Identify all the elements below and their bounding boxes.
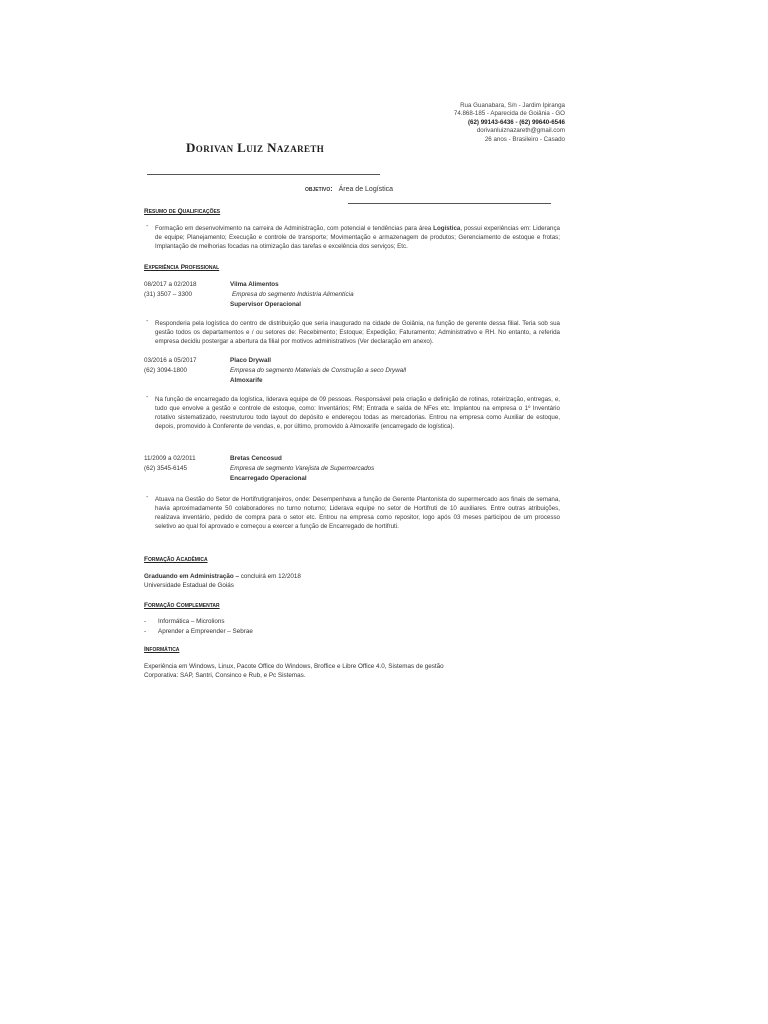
contact-block [425,102,565,144]
job-description: Empresa do segmento Materiais de Construção a seco Drywall [230,367,407,374]
contact-personal: 26 anos - Brasileiro - Casado [484,135,565,143]
job-dates: 03/2016 a 05/2017 (62) 3094-1800 [144,357,197,374]
bullet: - [146,223,149,230]
bullet: - [146,394,149,401]
job-dates: 11/2009 a 02/2011 (62) 3545-6145 [144,455,196,472]
job-info [230,356,406,386]
job-dates: 08/2017 a 02/2018 (31) 3507 – 3300 [144,281,197,298]
job-role: Almoxarife [230,377,263,384]
job-role: Supervisor Operacional [230,301,302,308]
education-title: Formação Acadêmica [144,556,208,563]
job-description: Empresa do segmento Indústria Alimentícia [232,291,354,298]
qualifications-text: Formação em desenvolvimento na carreira de Administração, com potencial e tendências para área Logística, possui experiências em: Liderança de equipe; Planejamento; Execução e controle de transporte; Movimentação e armazenagem de produtos; Gerenciamento de estoque e frotas; Implantação de melhorias focadas na otimização das tarefas e excelência dos serviços; Etc. [155,225,560,250]
candidate-name: Dorivan Luiz Nazareth [186,140,325,155]
job-text: Atuava na Gestão do Setor de Hortifrutigranjeiros, onde: Desempenhava a função de Gerente Plantonista do supermercado aos finais de semana, havia aproximadamente 50 colaboradores no turno noturno; Liderava equipe no setor de Hortifruti de 10 auxiliares. Entre outras atribuições, realizava inventário, pedido de compra para o setor etc. Entrou na empresa como repositor, logo após 03 meses participou de um processo seletivo ao qual foi aprovado e começou a exercer a função de Encarregado de hortifruti. [155,496,560,530]
list-item: - Aprender a Empreender – Sebrae [144,628,253,635]
degree-status: concluirá em 12/2018 [238,573,301,580]
job-description: Empresa de segmento Varejista de Supermercados [230,465,375,472]
complementary-title: Formação Complementar [144,602,220,609]
job-company: Vilma Alimentos [230,281,279,288]
institution: Universidade Estadual de Goiás [144,582,234,589]
job-info [230,454,374,484]
objective [305,186,393,193]
job-info [230,280,354,310]
job-company: Placo Drywall [230,357,271,364]
job-role: Encarregado Operacional [230,475,307,482]
contact-address: Rua Guanabara, S/n - Jardim Ipiranga [460,102,565,109]
qualifications-title: Resumo de Qualificações [144,208,221,215]
objective-label: objetivo: [305,186,333,193]
education-block [144,572,301,590]
job-text: Responderia pela logística do centro de distribuição que seria inaugurado na cidade de Goiânia, na função de gerente dessa filial. Teria sob sua gestão todos os departamentos e / ou setores de: Recebimento; Estoque; Expedição; Faturamento; Administrativo e RH. No entanto, a referida empresa decidiu postergar a abertura da filial por motivos administrativos (Ver declaração em anexo). [155,320,560,345]
job-text: Na função de encarregado da logística, liderava equipe de 09 pessoas. Responsável pela criação e definição de rotinas, roteirização, entregas, e, tudo que envolve a gestão e controle de estoque, como: Inventários; RM; Entrada e saída de NFes etc. Implantou na empresa o 1º Inventário rotativo sistematizado, reestruturou todo layout do depósito e endereçou todas as mercadorias. Entrou na empresa como Auxiliar de estoque, depois, promovido à Conferente de vendas, e, por último, promovido à Almoxarife (encarregado de logística). [155,396,560,430]
bullet: - [146,318,149,325]
contact-city: 74.868-185 - Aparecida de Goiânia - GO [453,110,565,118]
computing-block: Experiência em Windows, Linux, Pacote Office do Windows, Broffice e Libre Office 4.0, Sistemas de gestão Corporativa: SAP, Santri, Consinco e Rub, e Pc Sistemas. [144,663,444,679]
degree: Graduando em Administração – [144,573,239,580]
job-company: Bretas Cencosud [230,455,282,462]
list-item: - Informática – Microlions [144,618,225,625]
contact-phones: (62) 99143-6436 - (62) 99640-6546 [467,118,565,126]
objective-divider [348,203,551,204]
computing-title: Informática [144,646,180,653]
experience-title: Experiência Profissional [144,264,220,271]
name-divider [147,174,380,175]
bullet: - [146,494,149,501]
contact-email: dorivanluiznazareth@gmail.com [476,127,565,135]
objective-value: Área de Logística [338,186,394,193]
